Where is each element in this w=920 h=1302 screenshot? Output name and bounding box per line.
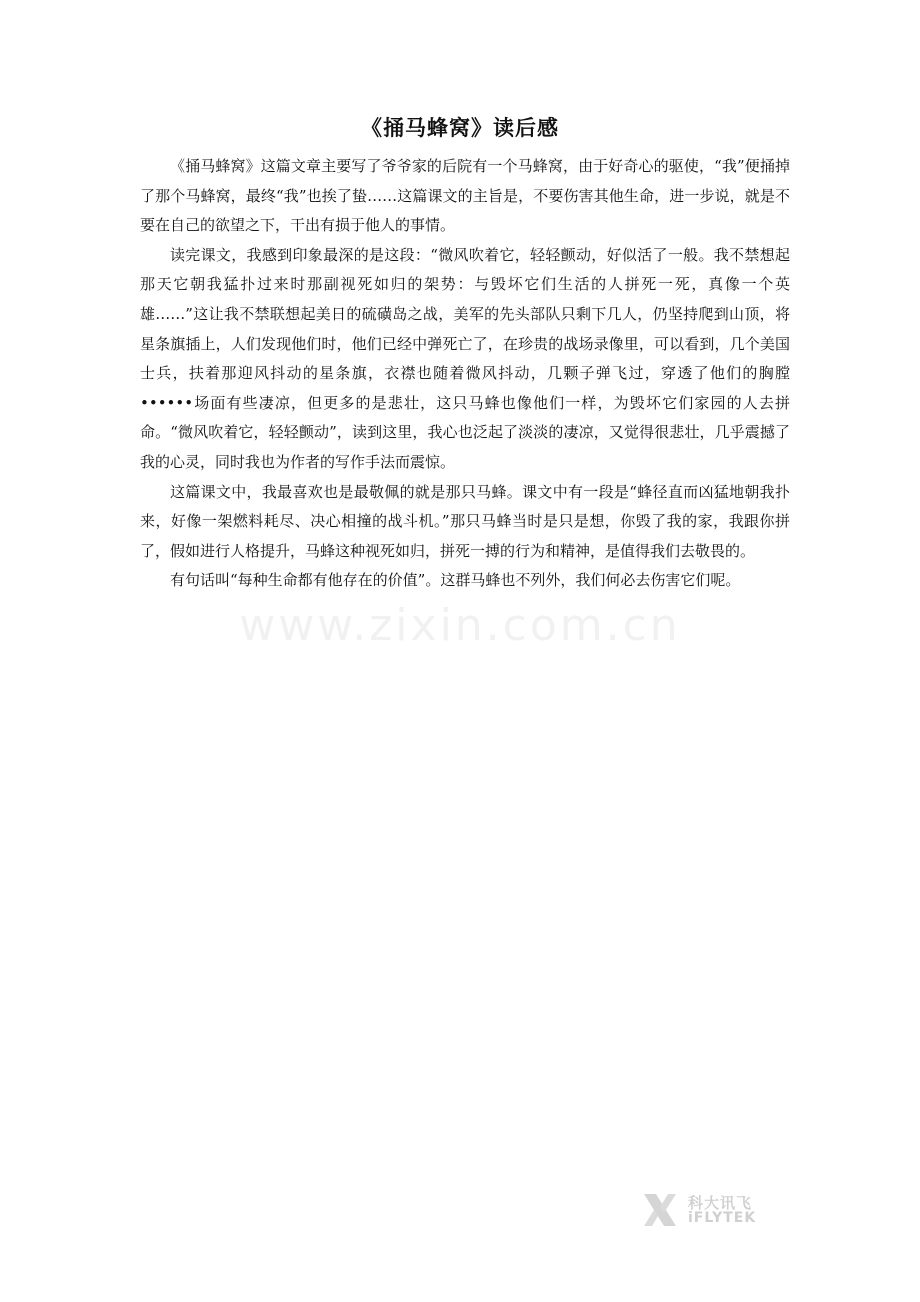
paragraph-3: 这篇课文中，我最喜欢也是最敬佩的就是那只马蜂。课文中有一段是“蜂径直而凶猛地朝我扑来，好像一架燃料耗尽、决心相撞的战斗机。”那只马蜂当时是只是想，你毁了我的家，我跟你拼了，假如进行人格提升，马蜂这种视死如归，拼死一搏的行为和精神，是值得我们去敬畏的。: [140, 482, 790, 560]
logo-text-cn: 科大讯飞: [688, 1194, 753, 1212]
paragraph-2: 读完课文，我感到印象最深的是这段：“微风吹着它，轻轻颤动，好似活了一般。我不禁想起那天它朝我猛扑过来时那副视死如归的架势：与毁坏它们生活的人拼死一死，真像一个英雄……”这让我不禁联想起美日的硫磺岛之战，美军的先头部队只剩下几人，仍坚持爬到山顶，将星条旗插上，人们发现他们时，他们已经中弹死亡了，在珍贵的战场录像里，可以看到，几个美国士兵，扶着那迎风抖动的星条旗，衣襟也随着微风抖动，几颗子弹飞过，穿透了他们的胸膛••••••场面有些凄凉，但更多的是悲壮，这只马蜂也像他们一样，为毁坏它们家园的人去拼命。“微风吹着它，轻轻颤动”，读到这里，我心也泛起了淡淡的凄凉，又觉得很悲壮，几乎震撼了我的心灵，同时我也为作者的写作手法而震惊。: [140, 245, 790, 471]
iflytek-logo: [640, 1188, 780, 1232]
document-title: 《捅马蜂窝》读后感: [361, 116, 559, 140]
iflytek-x-logo-icon: [640, 1190, 680, 1230]
document-body: [140, 152, 790, 596]
logo-text-en: iFLYTEK: [688, 1210, 757, 1226]
paragraph-4: 有句话叫“每种生命都有他存在的价值”。这群马蜂也不列外，我们何必去伤害它们呢。: [170, 571, 741, 590]
paragraph-1: 《捅马蜂窝》这篇文章主要写了爷爷家的后院有一个马蜂窝，由于好奇心的驱使，“我”便捅掉了那个马蜂窝，最终“我”也挨了蛰……这篇课文的主旨是，不要伤害其他生命，进一步说，就是不要在自己的欲望之下，干出有损于他人的事情。: [140, 157, 790, 235]
watermark: www.zixin.com.cn: [239, 600, 681, 651]
